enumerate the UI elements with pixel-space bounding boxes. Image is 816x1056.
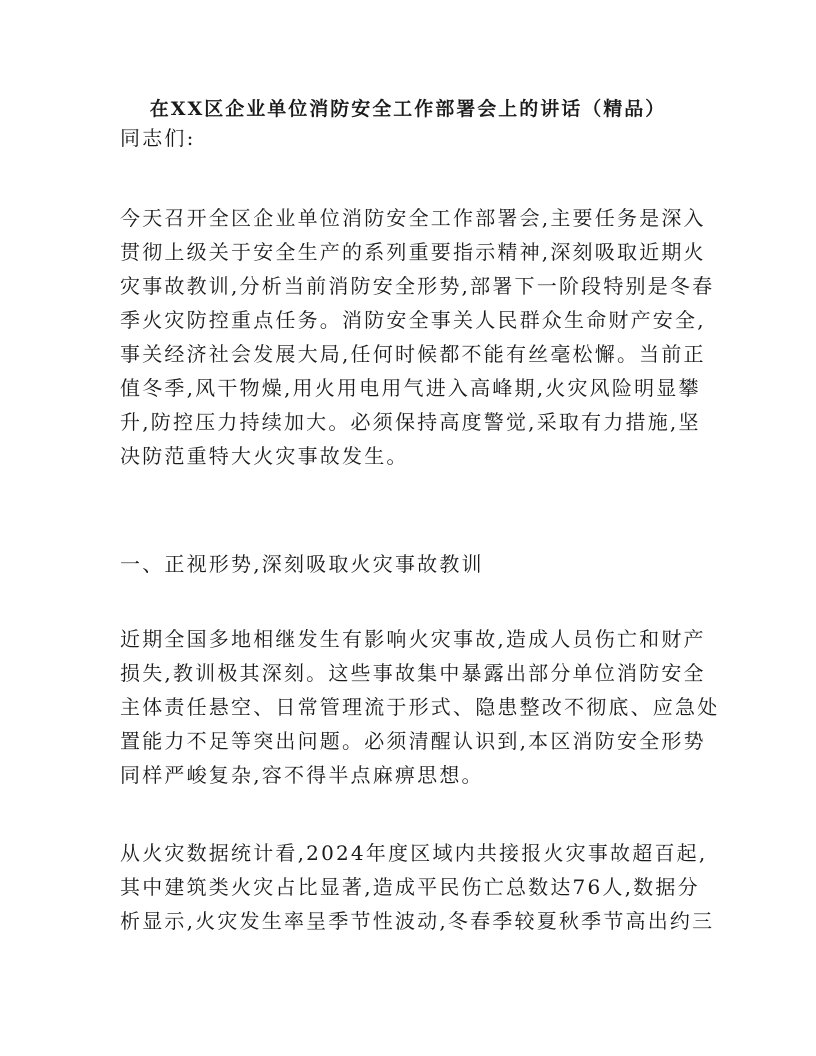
paragraph-line: 季火灾防控重点任务。消防安全事关人民群众生命财产安全, <box>120 308 706 332</box>
paragraph-line: 灾事故教训,分析当前消防安全形势,部署下一阶段特别是冬春 <box>120 274 715 298</box>
paragraph-line: 损失,教训极其深刻。这些事故集中暴露出部分单位消防安全 <box>120 661 706 685</box>
paragraph-line: 贯彻上级关于安全生产的系列重要指示精神,深刻吸取近期火 <box>120 240 706 264</box>
paragraph-intro <box>120 201 715 473</box>
paragraph-statistics <box>120 836 715 938</box>
section-heading-text: 一、正视形势,深刻吸取火灾事故教训 <box>120 552 484 576</box>
paragraph-line: 置能力不足等突出问题。必须清醒认识到,本区消防安全形势 <box>120 729 706 753</box>
document-title: 在XX区企业单位消防安全工作部署会上的讲话（精品） <box>149 98 667 120</box>
paragraph-line: 同样严峻复杂,容不得半点麻痹思想。 <box>120 763 484 787</box>
paragraph-line: 析显示,火灾发生率呈季节性波动,冬春季较夏秋季节高出约三 <box>120 909 715 933</box>
salutation: 同志们: <box>120 126 196 150</box>
paragraph-line: 主体责任悬空、日常管理流于形式、隐患整改不彻底、应急处 <box>120 695 720 719</box>
paragraph-line: 从火灾数据统计看,2024年度区域内共接报火灾事故超百起, <box>120 841 708 865</box>
paragraph-line: 今天召开全区企业单位消防安全工作部署会,主要任务是深入 <box>120 206 706 230</box>
paragraph-line: 值冬季,风干物燥,用火用电用气进入高峰期,火灾风险明显攀 <box>120 376 701 400</box>
paragraph-line: 升,防控压力持续加大。必须保持高度警觉,采取有力措施,坚 <box>120 410 701 434</box>
paragraph-line: 其中建筑类火灾占比显著,造成平民伤亡总数达76人,数据分 <box>120 875 700 899</box>
paragraph-line: 近期全国多地相继发生有影响火灾事故,造成人员伤亡和财产 <box>120 627 706 651</box>
paragraph-line: 事关经济社会发展大局,任何时候都不能有丝毫松懈。当前正 <box>120 342 706 366</box>
paragraph-lessons <box>120 622 720 792</box>
paragraph-line: 决防范重特大火灾事故发生。 <box>120 444 409 468</box>
section-heading-1 <box>120 547 700 581</box>
